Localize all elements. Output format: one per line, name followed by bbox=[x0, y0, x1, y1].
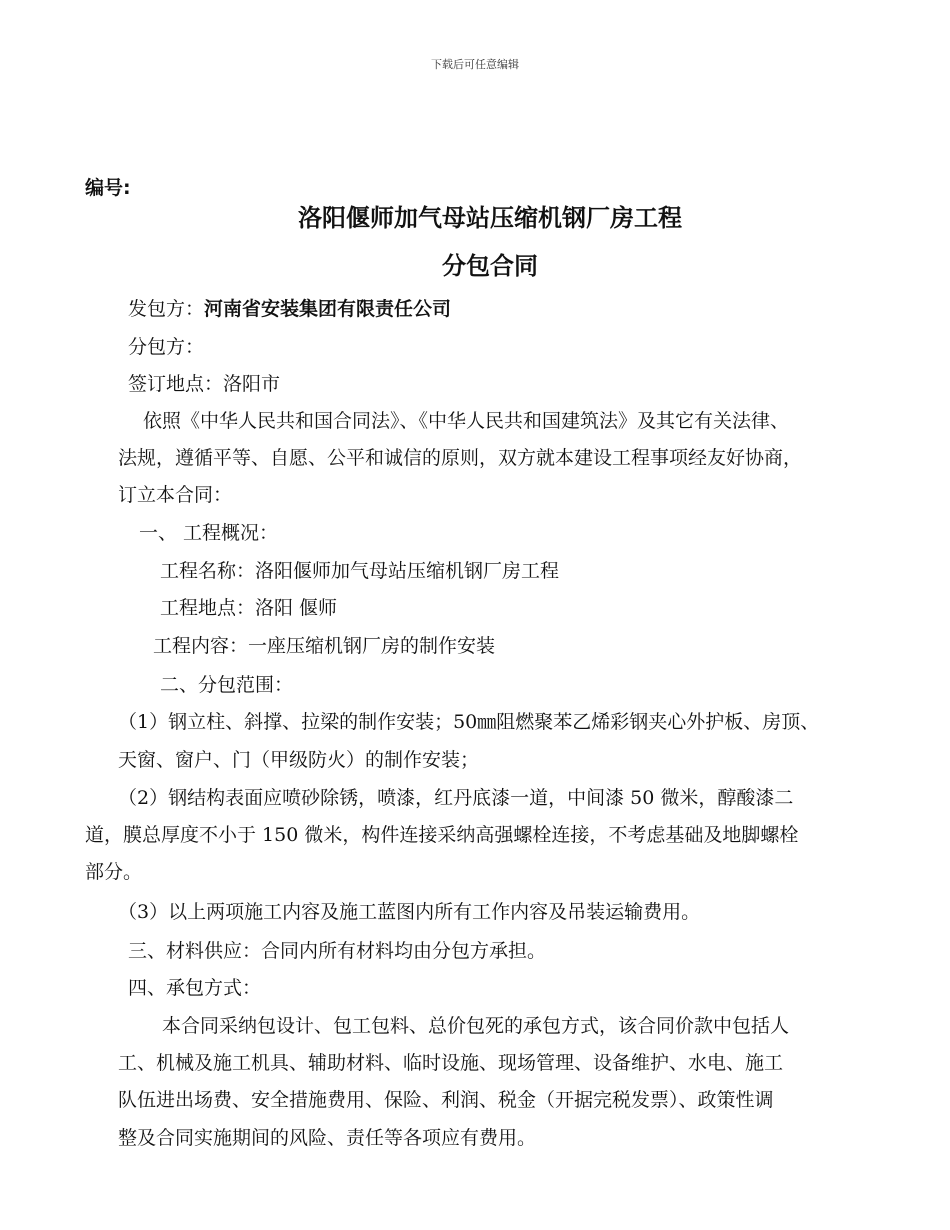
page-subtitle: 分包合同 bbox=[442, 252, 538, 280]
intro-line: 依照《中华人民共和国合同法》、《中华人民共和国建筑法》及其它有关法律、 bbox=[143, 410, 790, 432]
project-content: 工程内容：一座压缩机钢厂房的制作安装 bbox=[153, 635, 496, 657]
sign-place: 签订地点：洛阳市 bbox=[128, 373, 281, 395]
scope-2-line: （2）钢结构表面应喷砂除锈，喷漆，红丹底漆一道，中间漆 50 微米，醇酸漆二 bbox=[118, 787, 794, 809]
project-name: 工程名称：洛阳偃师加气母站压缩机钢厂房工程 bbox=[160, 560, 560, 582]
page-header-note: 下载后可任意编辑 bbox=[431, 58, 519, 71]
intro-line: 订立本合同： bbox=[118, 484, 233, 506]
page-title: 洛阳偃师加气母站压缩机钢厂房工程 bbox=[298, 204, 682, 232]
section-2-title: 二、分包范围： bbox=[160, 674, 294, 696]
subcontractor-label: 分包方： bbox=[128, 336, 205, 358]
section-1-title: 一、 工程概况： bbox=[139, 522, 279, 544]
scope-2-line: 部分。 bbox=[85, 861, 143, 883]
section-4-line: 整及合同实施期间的风险、责任等各项应有费用。 bbox=[118, 1127, 537, 1149]
contractor-line bbox=[128, 297, 451, 321]
section-4-line: 队伍进出场费、安全措施费用、保险、利润、税金（开据完税发票）、政策性调 bbox=[118, 1089, 774, 1111]
scope-1-line: （1）钢立柱、斜撑、拉梁的制作安装；50㎜阻燃聚苯乙烯彩钢夹心外护板、房顶、 bbox=[118, 711, 820, 733]
contractor-label: 发包方： bbox=[128, 298, 205, 320]
section-4-title: 四、承包方式： bbox=[128, 977, 262, 999]
section-3: 三、材料供应：合同内所有材料均由分包方承担。 bbox=[128, 940, 547, 962]
section-4-line: 工、机械及施工机具、辅助材料、临时设施、现场管理、设备维护、水电、施工 bbox=[118, 1052, 784, 1074]
scope-3-line: （3）以上两项施工内容及施工蓝图内所有工作内容及吊装运输费用。 bbox=[118, 901, 701, 923]
intro-line: 法规，遵循平等、自愿、公平和诚信的原则，双方就本建设工程事项经友好协商， bbox=[118, 447, 803, 469]
section-4-line: 本合同采纳包设计、包工包料、总价包死的承包方式，该合同价款中包括人 bbox=[162, 1015, 790, 1037]
document-number-label: 编号: bbox=[85, 177, 131, 199]
scope-1-line: 天窗、窗户、门（甲级防火）的制作安装； bbox=[118, 749, 480, 771]
contractor-name: 河南省安装集团有限责任公司 bbox=[204, 298, 452, 320]
scope-2-line: 道，膜总厚度不小于 150 微米，构件连接采纳高强螺栓连接，不考虑基础及地脚螺栓 bbox=[85, 824, 799, 846]
project-site: 工程地点：洛阳 偃师 bbox=[160, 597, 338, 619]
